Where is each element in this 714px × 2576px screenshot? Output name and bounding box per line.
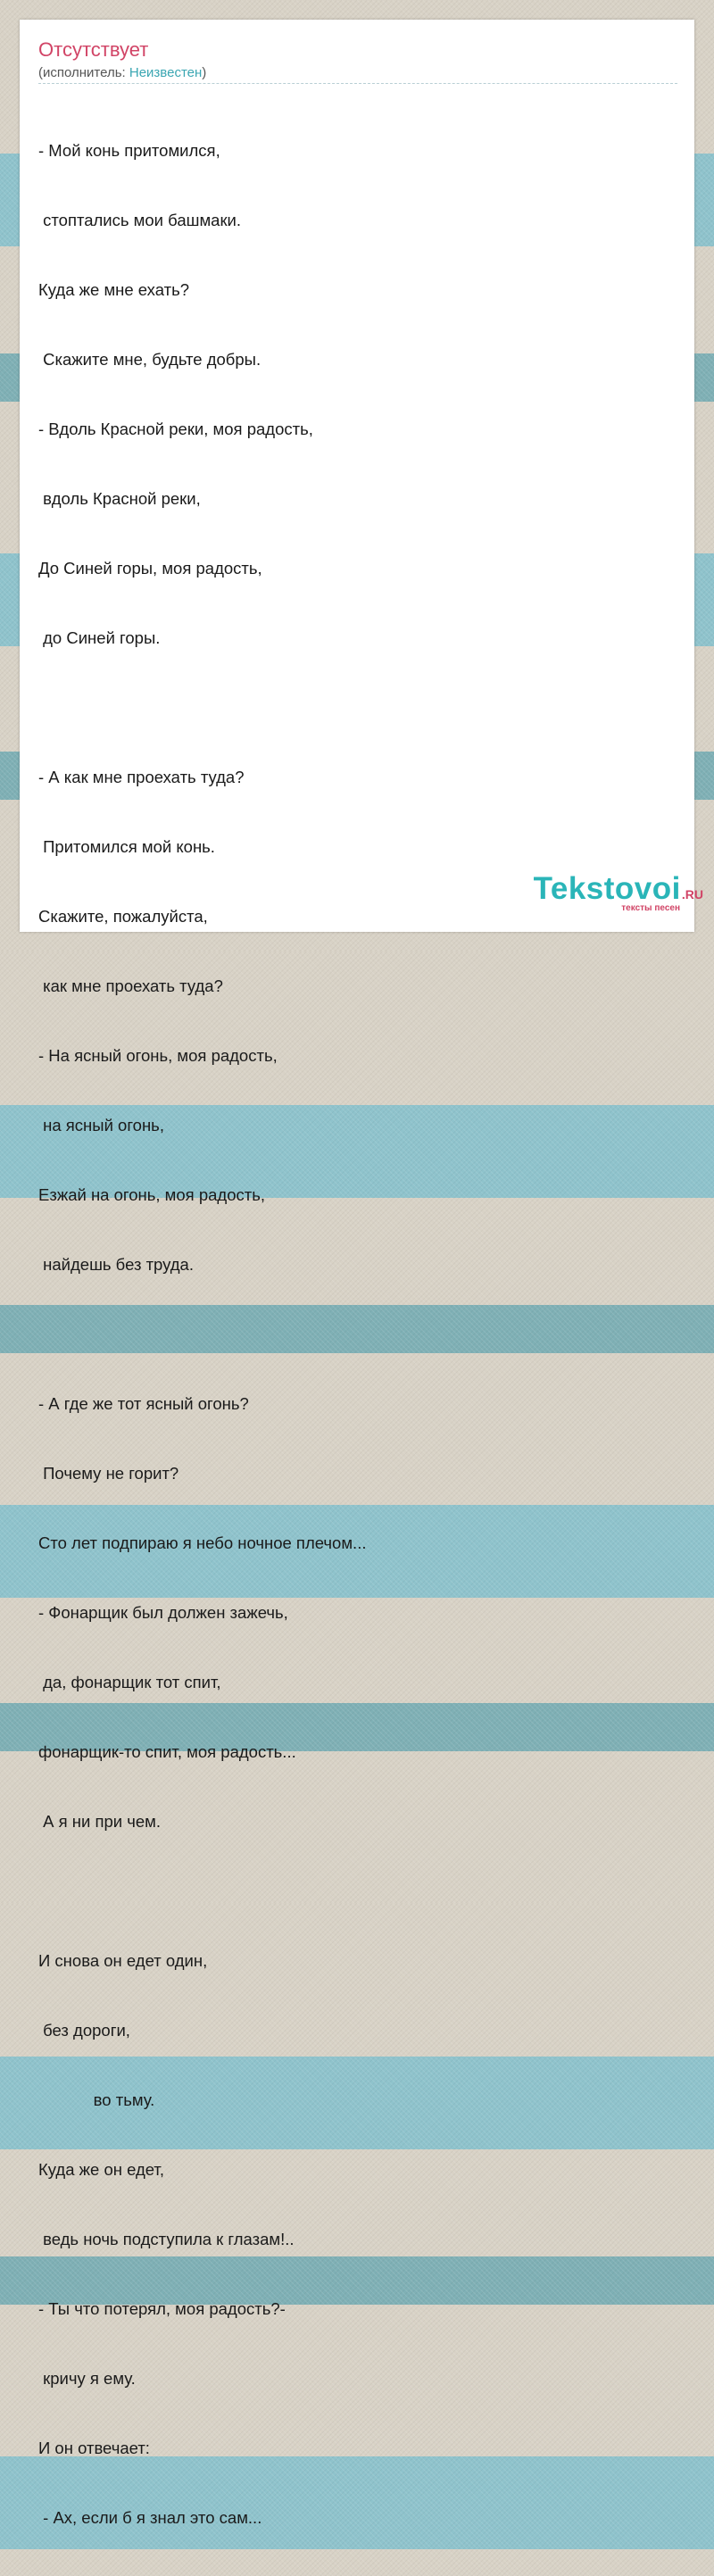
lyric-line: - На ясный огонь, моя радость,	[38, 1046, 278, 1065]
lyric-line: - А где же тот ясный огонь?	[38, 1394, 249, 1413]
lyric-line: И он отвечает:	[38, 2439, 150, 2457]
lyric-line: вдоль Красной реки,	[38, 489, 201, 508]
lyric-line: до Синей горы.	[38, 628, 161, 647]
lyric-line: До Синей горы, моя радость,	[38, 559, 262, 578]
lyric-line: - А как мне проехать туда?	[38, 768, 245, 786]
lyric-line: во тьму.	[38, 2090, 155, 2109]
artist-label-close: )	[202, 65, 207, 80]
lyric-line: кричу я ему.	[38, 2369, 136, 2388]
lyric-line: да, фонарщик тот спит,	[38, 1673, 221, 1691]
lyric-line: на ясный огонь,	[38, 1116, 164, 1134]
lyric-line: - Ах, если б я знал это сам...	[38, 2508, 262, 2527]
lyric-line: фонарщик-то спит, моя радость...	[38, 1742, 296, 1761]
lyric-line: Куда же он едет,	[38, 2160, 164, 2179]
lyric-line: Езжай на огонь, моя радость,	[38, 1185, 265, 1204]
lyric-line: И снова он едет один,	[38, 1951, 208, 1970]
logo-wordmark	[534, 873, 703, 905]
lyric-line: ведь ночь подступила к глазам!..	[38, 2230, 295, 2248]
logo-word: Tekstovoi	[533, 871, 681, 906]
logo-tagline: тексты песен	[621, 903, 680, 913]
lyric-blank-line	[38, 1880, 681, 1903]
logo-tld: .RU	[681, 887, 703, 902]
lyric-line: - Ты что потерял, моя радость?-	[38, 2299, 286, 2318]
lyric-line: Сто лет подпираю я небо ночное плечом...	[38, 1533, 367, 1552]
artist-line	[38, 65, 206, 81]
lyric-line: А я ни при чем.	[38, 1812, 162, 1831]
lyric-line: - Мой конь притомился,	[38, 141, 220, 160]
lyric-line: - Вдоль Красной реки, моя радость,	[38, 420, 313, 438]
artist-link[interactable]: Неизвестен	[129, 65, 203, 80]
lyrics-text	[38, 93, 681, 2576]
lyric-line: стоптались мои башмаки.	[38, 211, 242, 229]
lyric-blank-line	[38, 1323, 681, 1346]
lyric-line: найдешь без труда.	[38, 1255, 194, 1274]
song-title: Отсутствует	[38, 38, 149, 61]
lyric-blank-line	[38, 696, 681, 719]
lyric-line: Притомился мой конь.	[38, 837, 215, 856]
site-logo[interactable]	[534, 873, 703, 914]
lyric-line: Скажите, пожалуйста,	[38, 907, 208, 926]
lyric-line: - Фонарщик был должен зажечь,	[38, 1603, 288, 1622]
lyrics-sheet	[20, 20, 694, 2527]
lyric-line: Скажите мне, будьте добры.	[38, 350, 262, 369]
lyric-line: без дороги,	[38, 2021, 130, 2040]
lyric-line: Куда же мне ехать?	[38, 280, 190, 299]
lyric-line: Почему не горит?	[38, 1464, 179, 1483]
artist-label: (исполнитель:	[38, 65, 129, 80]
lyric-line: как мне проехать туда?	[38, 976, 223, 995]
divider	[38, 83, 677, 84]
